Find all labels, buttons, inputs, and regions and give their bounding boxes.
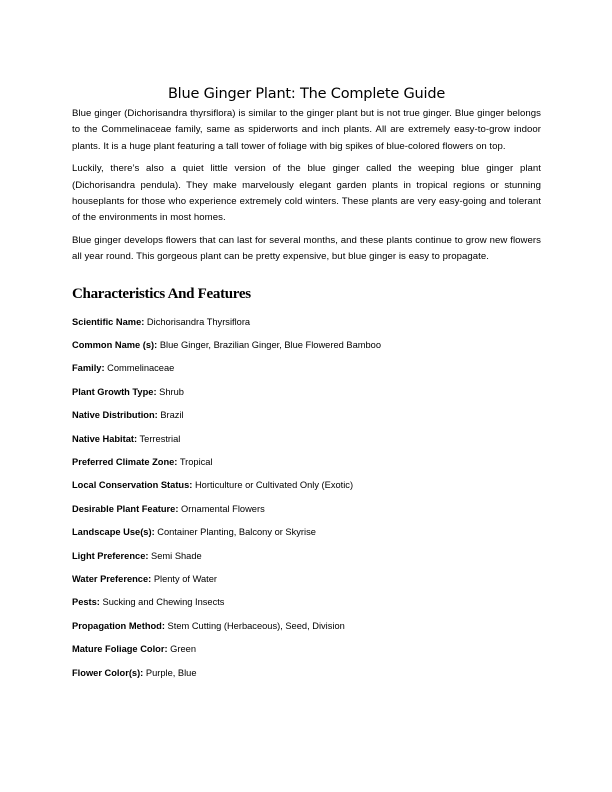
characteristic-flower-color [72,667,541,679]
characteristic-light-preference [72,550,541,562]
characteristic-growth-type [72,386,541,398]
characteristic-label: Scientific Name: [72,316,145,327]
characteristic-desirable-feature [72,503,541,515]
characteristic-value: Commelinaceae [104,363,175,374]
characteristic-value: Tropical [177,457,213,467]
document-page [72,84,541,690]
characteristic-label: Preferred Climate Zone: [72,457,178,467]
intro-paragraph-3: Blue ginger develops flowers that can last for several months, and these plants continue to grow new flowers all year round. This gorgeous plant can be pretty expensive, but blue ginger is easy to propagate. [72,234,541,263]
characteristic-common-names [72,339,541,351]
characteristic-value: Shrub [156,386,184,397]
characteristic-value: Semi Shade [148,550,202,561]
characteristic-label: Light Preference: [72,550,149,561]
characteristic-value: Container Planting, Balcony or Skyrise [154,527,316,538]
characteristic-value: Stem Cutting (Herbaceous), Seed, Division [164,620,345,631]
characteristic-value: Plenty of Water [151,573,218,584]
characteristic-value: Ornamental Flowers [178,503,265,514]
characteristic-value: Green [167,644,196,655]
characteristic-label: Native Habitat: [72,433,138,444]
characteristic-value: Sucking and Chewing Insects [99,597,225,608]
characteristic-label: Landscape Use(s): [72,527,155,538]
characteristic-landscape-use [72,526,541,538]
characteristic-label: Pests: [72,597,100,608]
document-title: Blue Ginger Plant: The Complete Guide [167,86,446,102]
characteristic-label: Local Conservation Status: [72,480,193,491]
characteristic-propagation-method [72,620,541,632]
characteristic-family [72,362,541,374]
characteristic-label: Flower Color(s): [72,667,144,678]
characteristic-label: Water Preference: [72,573,152,584]
characteristic-value: Horticulture or Cultivated Only (Exotic) [192,480,354,491]
characteristic-value: Dichorisandra Thyrsiflora [144,316,251,327]
characteristic-label: Desirable Plant Feature: [72,503,179,514]
characteristic-water-preference [72,573,541,585]
characteristic-scientific-name [72,316,541,328]
characteristic-label: Mature Foliage Color: [72,644,168,655]
characteristic-pests [72,596,541,608]
characteristic-label: Common Name (s): [72,340,158,351]
characteristic-value: Terrestrial [137,433,181,444]
intro-paragraph-2: Luckily, there’s also a quiet little version of the blue ginger called the weeping blue ginger plant (Dichorisandra pendula). They make marvelously elegant garden plants in tropical regions or stunning houseplants for those who experience extremely cold winters. These plants are very easy-going and tolerant of the environments in most homes. [72,163,541,224]
characteristics-list [72,316,541,679]
characteristic-label: Family: [72,363,105,374]
characteristic-value: Brazil [157,410,184,421]
characteristic-climate-zone [72,456,541,468]
characteristic-foliage-color [72,643,541,655]
characteristic-label: Propagation Method: [72,620,165,631]
intro-paragraph-1: Blue ginger (Dichorisandra thyrsiflora) is similar to the ginger plant but is not true ginger. Blue ginger belongs to the Commelinaceae family, same as spiderworts and inch plants. All are extremely easy-to-grow indoor plants. It is a huge plant featuring a tall tower of foliage with big spikes of blue-colored flowers on top. [72,108,541,152]
characteristic-label: Plant Growth Type: [72,386,157,397]
characteristic-native-distribution [72,409,541,421]
section-heading-characteristics: Characteristics And Features [72,285,251,302]
characteristic-conservation-status [72,479,541,491]
characteristic-value: Blue Ginger, Brazilian Ginger, Blue Flowered Bamboo [157,340,381,351]
characteristic-native-habitat [72,433,541,445]
characteristic-label: Native Distribution: [72,410,158,421]
characteristic-value: Purple, Blue [143,667,197,678]
